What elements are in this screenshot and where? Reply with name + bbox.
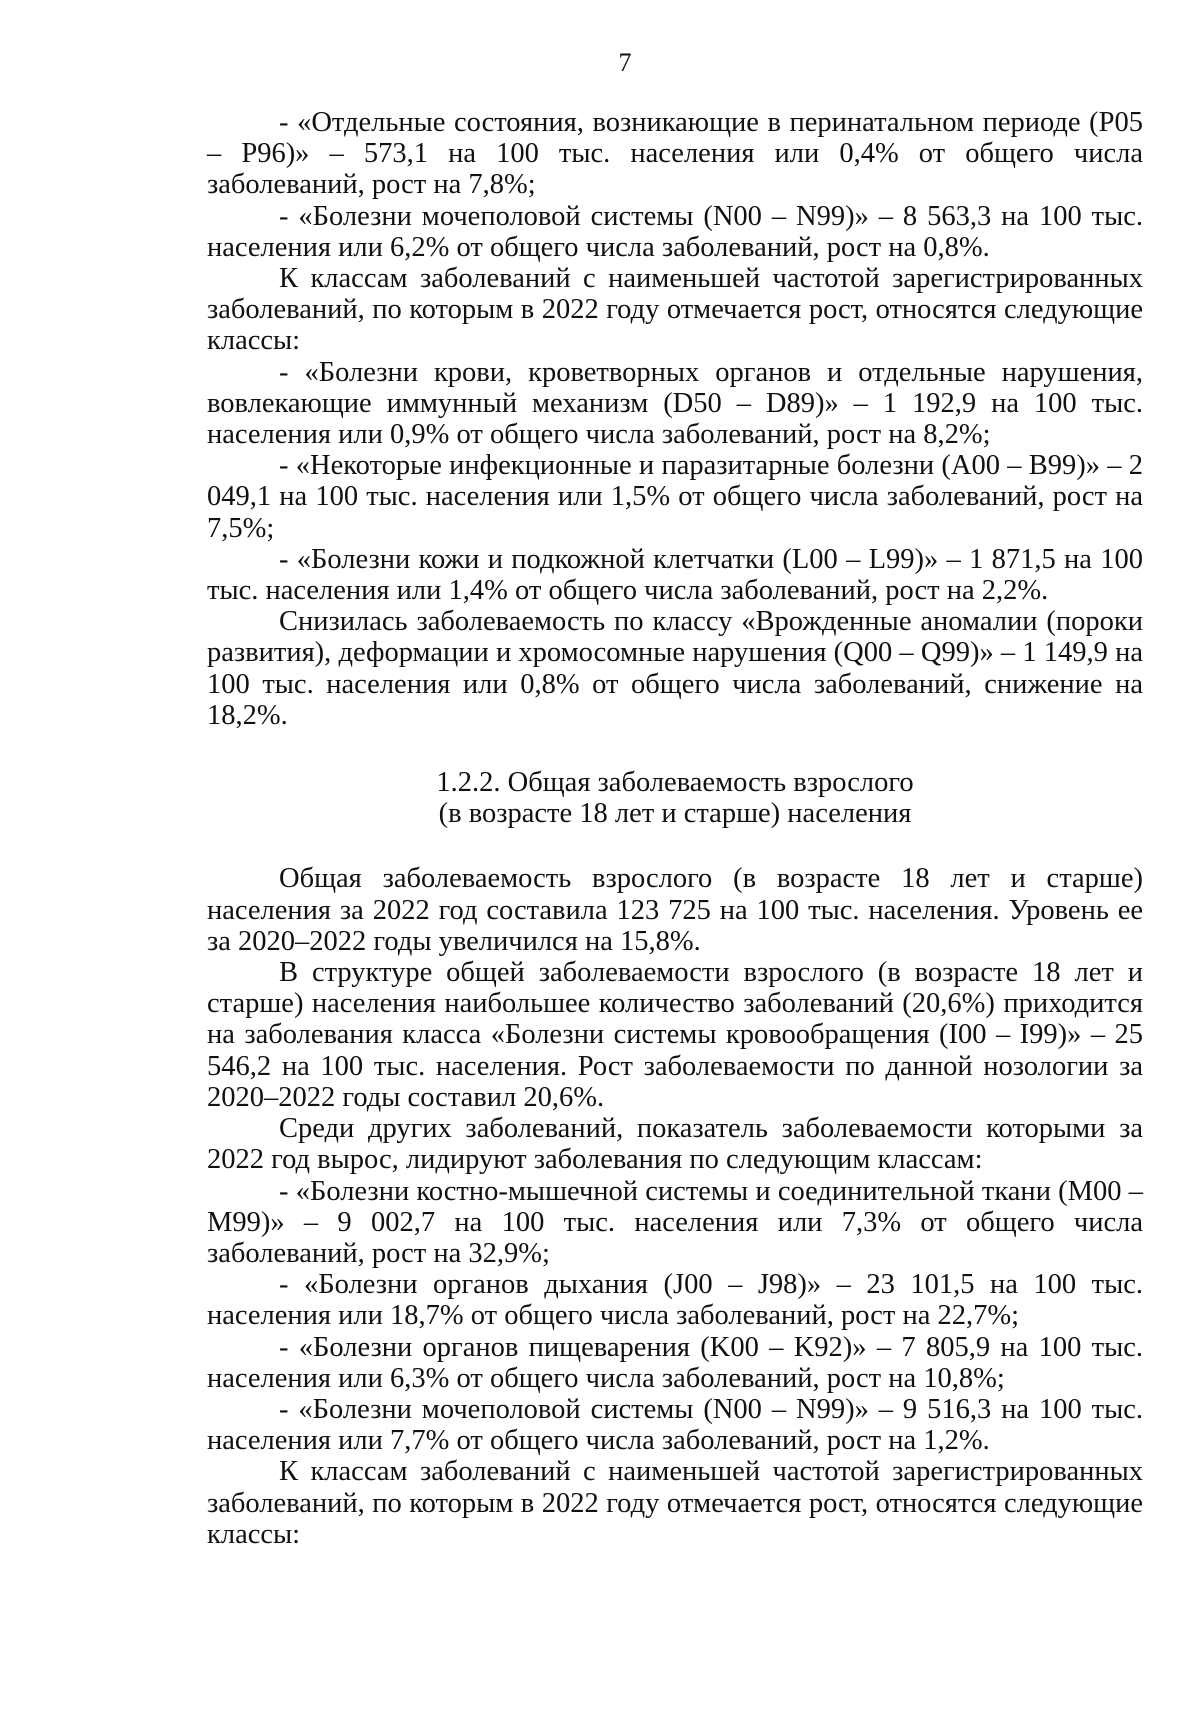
page-number xyxy=(0,48,1200,78)
paragraph: Среди других заболеваний, показатель заболеваемости которыми за 2022 год вырос, лидируют заболевания по следующим классам: xyxy=(207,1113,1143,1176)
section-heading xyxy=(207,767,1143,829)
paragraph: - «Болезни органов дыхания (J00 – J98)» – 23 101,5 на 100 тыс. населения или 18,7% от общего числа заболеваний, рост на 22,7%; xyxy=(207,1269,1143,1332)
paragraph: К классам заболеваний с наименьшей частотой зарегистрированных заболеваний, по которым в 2022 году отмечается рост, относятся следующие классы: xyxy=(207,263,1143,357)
paragraph: - «Отдельные состояния, возникающие в перинатальном периоде (P05 – P96)» – 573,1 на 100 тыс. населения или 0,4% от общего числа заболеваний, рост на 7,8%; xyxy=(207,107,1143,201)
document-body xyxy=(207,107,1143,1550)
paragraph: Снизилась заболеваемость по классу «Врожденные аномалии (пороки развития), деформации и хромосомные нарушения (Q00 – Q99)» – 1 149,9 на 100 тыс. населения или 0,8% от общего числа заболеваний, снижение на 18,2%. xyxy=(207,606,1143,731)
paragraph: Общая заболеваемость взрослого (в возрасте 18 лет и старше) населения за 2022 год составила 123 725 на 100 тыс. населения. Уровень ее за 2020–2022 годы увеличился на 15,8%. xyxy=(207,863,1143,957)
paragraph: - «Болезни мочеполовой системы (N00 – N99)» – 9 516,3 на 100 тыс. населения или 7,7% от общего числа заболеваний, рост на 1,2%. xyxy=(207,1393,1143,1457)
paragraph: К классам заболеваний с наименьшей частотой зарегистрированных заболеваний, по которым в 2022 году отмечается рост, относятся следующие классы: xyxy=(207,1456,1143,1550)
page-number-text: 7 xyxy=(618,48,632,77)
paragraph: В структуре общей заболеваемости взрослого (в возрасте 18 лет и старше) населения наибольшее количество заболеваний (20,6%) приходится на заболевания класса «Болезни системы кровообращения (I00 – I99)» – 25 546,2 на 100 тыс. населения. Рост заболеваемости по данной нозологии за 2020–2022 годы составил 20,6%. xyxy=(207,957,1143,1113)
section-heading-line: 1.2.2. Общая заболеваемость взрослого xyxy=(436,767,914,799)
paragraph: - «Болезни костно-мышечной системы и соединительной ткани (M00 – M99)» – 9 002,7 на 100 тыс. населения или 7,3% от общего числа заболеваний, рост на 32,9%; xyxy=(207,1175,1143,1269)
paragraph: - «Болезни органов пищеварения (K00 – K92)» – 7 805,9 на 100 тыс. населения или 6,3% от общего числа заболеваний, рост на 10,8%; xyxy=(207,1331,1143,1394)
paragraph: - «Болезни крови, кроветворных органов и отдельные нарушения, вовлекающие иммунный механизм (D50 – D89)» – 1 192,9 на 100 тыс. населения или 0,9% от общего числа заболеваний, рост на 8,2%; xyxy=(207,356,1143,451)
paragraph: - «Болезни кожи и подкожной клетчатки (L00 – L99)» – 1 871,5 на 100 тыс. населения или 1,4% от общего числа заболеваний, рост на 2,2%. xyxy=(207,543,1143,607)
paragraph: - «Некоторые инфекционные и паразитарные болезни (A00 – B99)» – 2 049,1 на 100 тыс. населения или 1,5% от общего числа заболеваний, рост на 7,5%; xyxy=(207,450,1143,544)
paragraph: - «Болезни мочеполовой системы (N00 – N99)» – 8 563,3 на 100 тыс. населения или 6,2% от общего числа заболеваний, рост на 0,8%. xyxy=(207,200,1143,263)
section-heading-line: (в возрасте 18 лет и старше) населения xyxy=(438,798,912,830)
